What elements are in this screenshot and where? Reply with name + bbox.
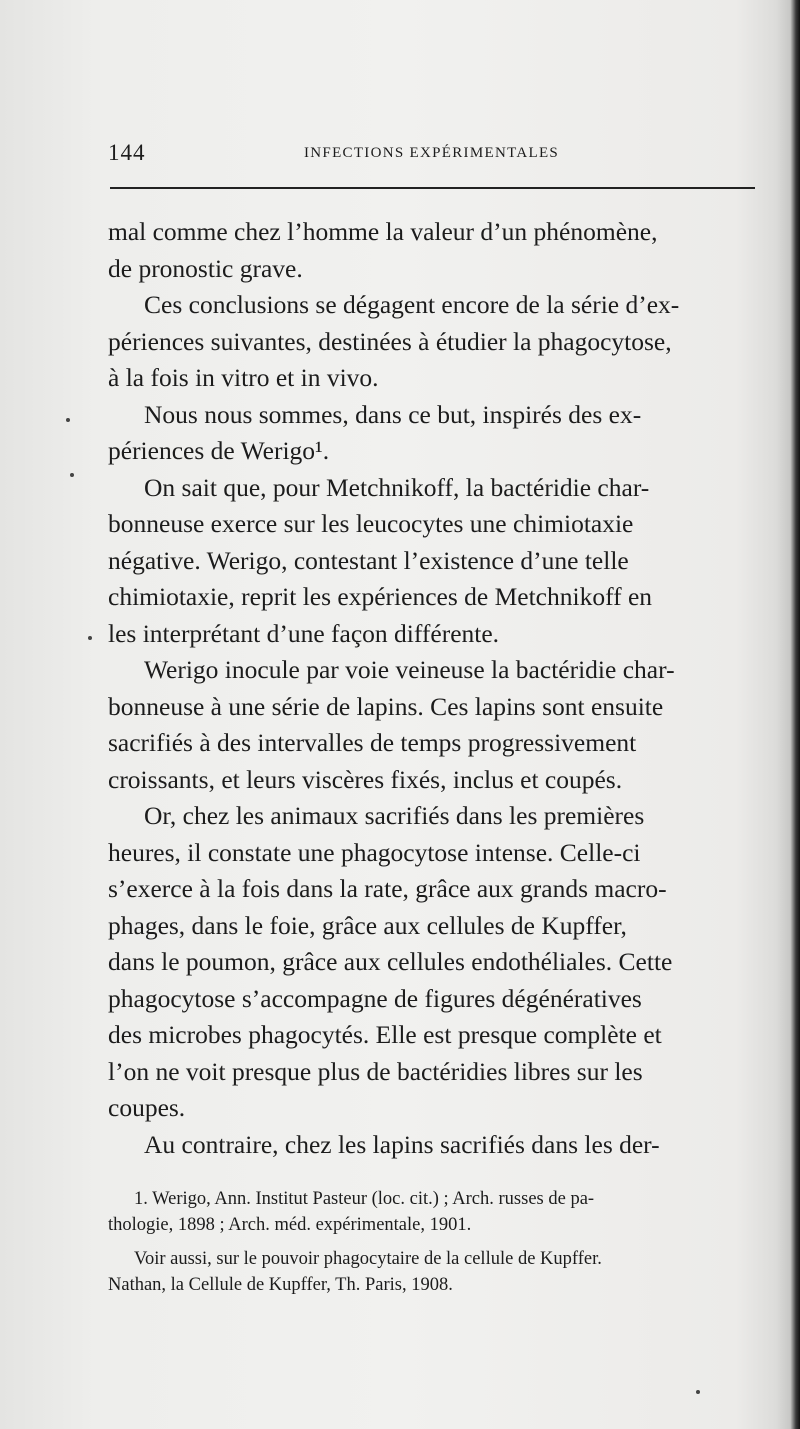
- text-line: les interprétant d’une façon différente.: [108, 618, 500, 648]
- text-line: coupes.: [108, 1093, 186, 1122]
- footnote-line: Voir aussi, sur le pouvoir phagocytaire de la cellule de Kupffer.: [134, 1249, 602, 1269]
- text-line: mal comme chez l’homme la valeur d’un phénomène,: [108, 217, 658, 246]
- text-line: s’exerce à la fois dans la rate, grâce aux grands macro-: [108, 874, 667, 903]
- text-line: négative. Werigo, contestant l’existence d’une telle: [108, 545, 629, 575]
- text-line: chimiotaxie, reprit les expériences de Metchnikoff en: [108, 582, 653, 611]
- text-line: périences suivantes, destinées à étudier la phagocytose,: [108, 326, 672, 356]
- page-edge-shadow: [790, 0, 800, 1429]
- scan-speck: [66, 418, 70, 422]
- text-line: de pronostic grave.: [108, 253, 303, 283]
- text-line: des microbes phagocytés. Elle est presque complète et: [108, 1020, 662, 1049]
- footnote-gap: [108, 1238, 788, 1246]
- text-line: périences de Werigo¹.: [108, 436, 330, 465]
- text-line: phages, dans le foie, grâce aux cellules de Kupffer,: [108, 910, 627, 940]
- running-title: INFECTIONS EXPÉRIMENTALES: [304, 145, 560, 161]
- page-number: 144: [108, 140, 146, 165]
- text-line: sacrifiés à des intervalles de temps progressivement: [108, 728, 637, 757]
- text-line: phagocytose s’accompagne de figures dégénératives: [108, 983, 642, 1013]
- footnotes: [108, 1186, 788, 1298]
- text-line: Ces conclusions se dégagent encore de la série d’ex-: [144, 290, 680, 319]
- scan-speck: [70, 473, 74, 477]
- text-line: l’on ne voit presque plus de bactéridies libres sur les: [108, 1056, 643, 1086]
- text-line: Werigo inocule par voie veineuse la bactéridie char-: [144, 655, 675, 684]
- body-text: [108, 214, 763, 1163]
- text-line: On sait que, pour Metchnikoff, la bactéridie char-: [144, 472, 650, 502]
- text-line: dans le poumon, grâce aux cellules endothéliales. Cette: [108, 947, 673, 976]
- text-line: à la fois in vitro et in vivo.: [108, 363, 379, 392]
- text-line: heures, il constate une phagocytose intense. Celle-ci: [108, 837, 641, 867]
- text-line: Or, chez les animaux sacrifiés dans les premières: [144, 801, 645, 830]
- footnote-line: Nathan, la Cellule de Kupffer, Th. Paris, 1908.: [108, 1275, 453, 1295]
- text-line: bonneuse exerce sur les leucocytes une chimiotaxie: [108, 509, 634, 538]
- header-rule: [110, 187, 755, 189]
- text-line: bonneuse à une série de lapins. Ces lapins sont ensuite: [108, 691, 664, 721]
- footnote-line: 1. Werigo, Ann. Institut Pasteur (loc. cit.) ; Arch. russes de pa-: [134, 1189, 595, 1209]
- text-line: Au contraire, chez les lapins sacrifiés dans les der-: [144, 1129, 660, 1159]
- text-line: Nous nous sommes, dans ce but, inspirés des ex-: [144, 399, 642, 429]
- page-header: [108, 140, 748, 170]
- footnote-line: thologie, 1898 ; Arch. méd. expérimentale, 1901.: [108, 1215, 472, 1235]
- scan-speck: [88, 636, 92, 640]
- scan-speck: [696, 1390, 700, 1394]
- text-line: croissants, et leurs viscères fixés, inclus et coupés.: [108, 764, 623, 794]
